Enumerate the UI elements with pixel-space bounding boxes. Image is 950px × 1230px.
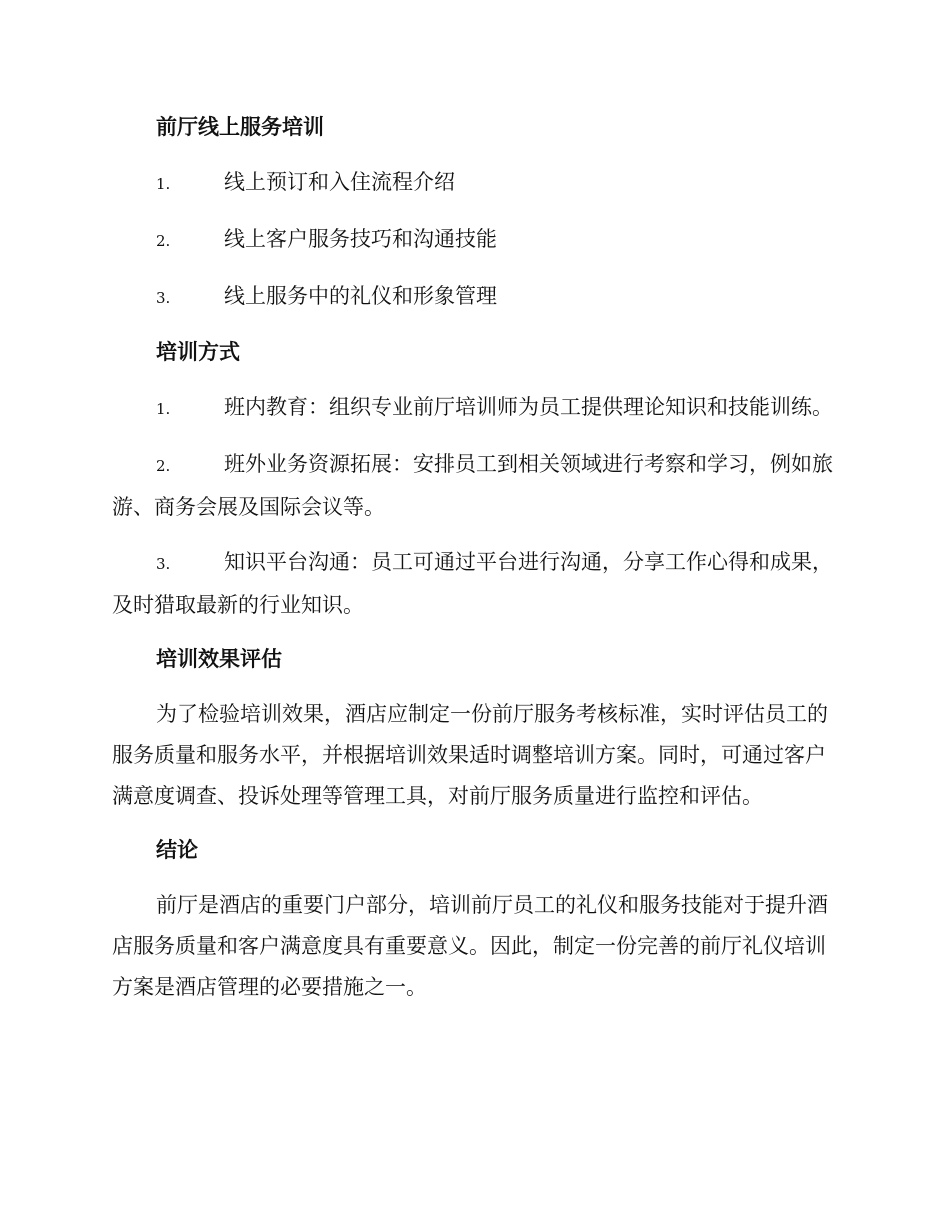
section-heading-evaluation: 培训效果评估: [156, 646, 282, 671]
list-number: 2.: [156, 457, 171, 475]
section-heading-conclusion: 结论: [156, 837, 198, 862]
section-heading-online-service: 前厅线上服务培训: [156, 114, 324, 139]
evaluation-paragraph: 为了检验培训效果，酒店应制定一份前厅服务考核标准，实时评估员工的服务质量和服务水平，并根据培训效果适时调整培训方案。同时，可通过客户满意度调查、投诉处理等管理工具，对前厅服务质量进行监控和评估。: [112, 702, 828, 808]
list-text: 线上预订和入住流程介绍: [224, 170, 455, 194]
conclusion-paragraph: 前厅是酒店的重要门户部分，培训前厅员工的礼仪和服务技能对于提升酒店服务质量和客户满意度具有重要意义。因此，制定一份完善的前厅礼仪培训方案是酒店管理的必要措施之一。: [112, 893, 828, 999]
list-number: 1.: [156, 175, 171, 193]
list-text: 知识平台沟通：员工可通过平台进行沟通，分享工作心得和成果，及时猎取最新的行业知识。: [112, 550, 833, 617]
list-number: 2.: [156, 232, 171, 250]
list-number: 1.: [156, 400, 171, 418]
list-number: 3.: [156, 555, 171, 573]
section-heading-training-methods: 培训方式: [156, 339, 240, 364]
list-number: 3.: [156, 289, 171, 307]
list-item: [112, 387, 836, 430]
list-text: 班内教育：组织专业前厅培训师为员工提供理论知识和技能训练。: [224, 395, 833, 419]
list-item: [112, 276, 836, 319]
list-item: [112, 162, 836, 205]
list-item: [112, 542, 836, 626]
list-item: [112, 219, 836, 262]
list-item: [112, 444, 836, 528]
list-text: 班外业务资源拓展：安排员工到相关领域进行考察和学习，例如旅游、商务会展及国际会议等。: [112, 452, 833, 519]
document-body: [112, 108, 836, 1022]
list-text: 线上客户服务技巧和沟通技能: [224, 227, 497, 251]
list-text: 线上服务中的礼仪和形象管理: [224, 284, 497, 308]
